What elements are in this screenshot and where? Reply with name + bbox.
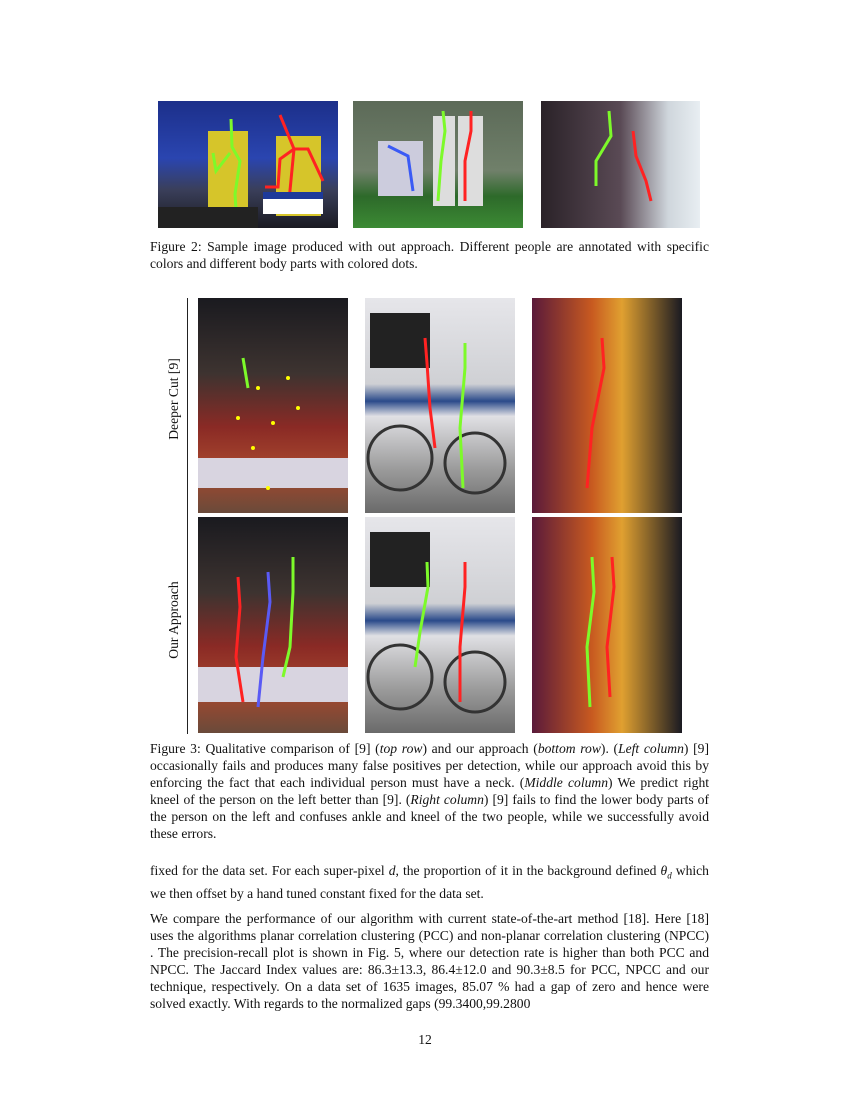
figure2-image-curling xyxy=(158,101,338,228)
figure2-image-couple xyxy=(541,101,700,228)
caption-italic: bottom row xyxy=(537,741,601,756)
caption-text: Figure 3: Qualitative comparison of [9] ( xyxy=(150,741,380,756)
fig3-ours-runners xyxy=(198,517,348,733)
body-paragraph-1 xyxy=(150,862,709,902)
math-theta: θ xyxy=(660,863,668,878)
pose-skeleton-overlay xyxy=(541,101,700,228)
caption-italic: Middle column xyxy=(524,775,609,790)
text: which we then offset by a hand tuned constant fixed for the data set. xyxy=(150,863,709,901)
text: , the proportion of it in the background defined xyxy=(395,863,661,878)
fig3-deepercut-runners xyxy=(198,298,348,513)
figure2-image-golfers xyxy=(353,101,523,228)
fig3-deepercut-cyclists xyxy=(365,298,515,513)
row-label-our-approach: Our Approach xyxy=(166,581,181,659)
caption-text: ) We predict right kneel of the person on the left better than [9]. ( xyxy=(150,775,710,807)
body-paragraph-2: We compare the performance of our algorithm with current state-of-the-art method [18]. Here [18] uses the algorithms planar correlation clustering (PCC) and non-planar correlation clustering (NPCC) . The precision-recall plot is shown in Fig. 5, where our detection rate is higher than both PCC and NPCC. The Jaccard Index values are: 86.3±13.3, 86.4±12.0 and 90.3±8.5 for PCC, NPCC and our technique, respectively. On a data set of 1635 images, 85.07 % had a gap of zero and hence were solved exactly. With regards to the normalized gaps (99.3400,99.2800 xyxy=(150,910,709,1011)
math-d: d xyxy=(388,863,396,878)
row-label-divider xyxy=(187,298,188,734)
caption-text: ). ( xyxy=(600,741,619,756)
fig3-ours-dancers xyxy=(532,517,682,733)
caption-italic: top row xyxy=(379,741,423,756)
pose-skeleton-overlay xyxy=(158,101,338,228)
caption-text: ) [9] fails to find the lower body parts of the person on the left and confuses ankle and kneel of the two people, while we successfully avoid these errors. xyxy=(150,792,709,841)
caption-italic: Left column xyxy=(618,741,684,756)
row-label-deeper-cut: Deeper Cut [9] xyxy=(166,358,181,440)
figure2-caption: Figure 2: Sample image produced with out approach. Different people are annotated with specific colors and different body parts with colored dots. xyxy=(150,239,709,271)
fig3-deepercut-dancers xyxy=(532,298,682,513)
fig3-ours-cyclists xyxy=(365,517,515,733)
text: fixed for the data set. For each super-pixel xyxy=(150,863,389,878)
math-subscript: d xyxy=(667,870,672,881)
body-text xyxy=(150,862,709,1020)
pose-skeleton-overlay xyxy=(353,101,523,228)
page-number: 12 xyxy=(418,1032,432,1047)
figure3-caption xyxy=(150,740,709,842)
caption-text: ) [9] occasionally fails and produces many false positives per detection, while our approach avoid this by enforcing the fact that each individual person must have a neck. ( xyxy=(150,741,709,790)
caption-italic: Right column xyxy=(410,792,484,807)
caption-text: ) and our approach ( xyxy=(422,741,538,756)
